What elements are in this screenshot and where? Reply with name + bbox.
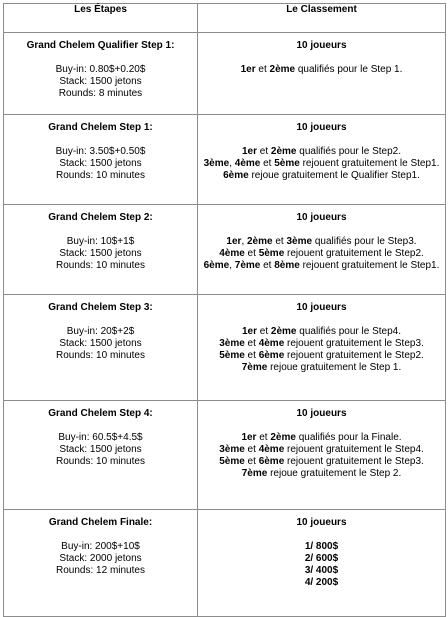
- ranking-line: [198, 577, 445, 589]
- spacer: [4, 224, 197, 236]
- player-count: 10 joueurs: [296, 302, 347, 313]
- stage-cell: [4, 401, 198, 510]
- stage-buyin: Buy-in: 10$+1$: [66, 236, 135, 247]
- stage-rounds: Rounds: 8 minutes: [58, 88, 143, 99]
- rank-position: 8ème: [274, 260, 300, 271]
- ranking-line: [198, 158, 445, 170]
- rank-position: 4ème: [258, 338, 285, 349]
- stage-details: [4, 115, 197, 182]
- header-row: [4, 4, 446, 33]
- rank-text: qualifiés pour la Finale.: [295, 432, 402, 443]
- spacer: [198, 420, 445, 432]
- ranking-line: [198, 170, 445, 182]
- stage-cell: [4, 115, 198, 205]
- table-row: [4, 401, 446, 510]
- rank-position: 3/ 400$: [304, 565, 339, 576]
- table-row: [4, 205, 446, 295]
- spacer: [4, 420, 197, 432]
- rank-position: 6ème: [223, 170, 249, 181]
- rank-position: 4ème: [219, 248, 245, 259]
- rank-position: 5ème: [219, 350, 245, 361]
- ranking-cell: [198, 205, 446, 295]
- ranking-line: [198, 350, 445, 362]
- rank-position: 3ème: [203, 158, 230, 169]
- rank-text: rejouent gratuitement le Step1.: [299, 158, 440, 169]
- stage-rounds: Rounds: 10 minutes: [56, 456, 145, 467]
- stage-cell: [4, 205, 198, 295]
- rank-position: 2ème: [270, 432, 296, 443]
- stage-title: Grand Chelem Step 2:: [48, 212, 153, 223]
- rank-text: qualifiés pour le Step2.: [296, 146, 401, 157]
- stage-details: [4, 401, 197, 468]
- rank-text: et: [256, 432, 271, 443]
- ranking-line: [198, 338, 445, 350]
- rank-text: et: [257, 326, 271, 337]
- stage-stack: Stack: 1500 jetons: [59, 158, 142, 169]
- rank-text: et: [255, 64, 270, 75]
- stage-rounds: Rounds: 10 minutes: [56, 350, 145, 361]
- stage-details: [4, 295, 197, 362]
- ranking-line: [198, 541, 445, 553]
- rank-position: 2ème: [270, 326, 297, 337]
- ranking-line: [198, 565, 445, 577]
- ranking-line: [198, 362, 445, 374]
- rank-position: 4ème: [258, 444, 285, 455]
- table-row: [4, 510, 446, 617]
- rank-text: qualifiés pour le Step 1.: [295, 64, 403, 75]
- table-row: [4, 295, 446, 401]
- player-count: 10 joueurs: [296, 408, 347, 419]
- stage-title: Grand Chelem Qualifier Step 1:: [26, 40, 175, 51]
- rank-text: qualifiés pour le Step4.: [296, 326, 401, 337]
- ranking-line: [198, 248, 445, 260]
- rank-text: ,: [241, 236, 247, 247]
- ranking-details: [198, 205, 445, 272]
- ranking-line: [198, 326, 445, 338]
- player-count: 10 joueurs: [296, 40, 347, 51]
- rank-position: 6ème: [203, 260, 230, 271]
- stage-stack: Stack: 1500 jetons: [59, 76, 142, 87]
- stage-buyin: Buy-in: 200$+10$: [61, 541, 140, 552]
- ranking-line: [198, 432, 445, 444]
- stage-cell: [4, 295, 198, 401]
- rank-text: ,: [229, 158, 235, 169]
- ranking-line: [198, 236, 445, 248]
- rank-position: 1/ 800$: [304, 541, 339, 552]
- stage-buyin: Buy-in: 60.5$+4.5$: [58, 432, 143, 443]
- stage-buyin: Buy-in: 3.50$+0.50$: [55, 146, 146, 157]
- rank-text: rejouent gratuitement le Step2.: [284, 248, 424, 259]
- spacer: [198, 52, 445, 64]
- rank-position: 3ème: [219, 444, 245, 455]
- rank-position: 7ème: [241, 362, 268, 373]
- rank-text: rejoue gratuitement le Step 2.: [267, 468, 402, 479]
- rank-position: 1er: [226, 236, 242, 247]
- rank-position: 4ème: [234, 158, 261, 169]
- stage-buyin: Buy-in: 0.80$+0.20$: [55, 64, 146, 75]
- table-body: [4, 33, 446, 617]
- ranking-details: [198, 295, 445, 374]
- spacer: [198, 224, 445, 236]
- spacer: [198, 314, 445, 326]
- rank-position: 1er: [241, 146, 257, 157]
- rank-text: rejoue gratuitement le Qualifier Step1.: [248, 170, 420, 181]
- stage-stack: Stack: 2000 jetons: [59, 553, 142, 564]
- stage-rounds: Rounds: 12 minutes: [56, 565, 145, 576]
- table-row: [4, 115, 446, 205]
- rank-text: et: [257, 146, 271, 157]
- ranking-line: [198, 553, 445, 565]
- player-count: 10 joueurs: [296, 122, 347, 133]
- rank-text: et: [244, 350, 259, 361]
- rank-text: et: [244, 248, 259, 259]
- stage-title: Grand Chelem Step 4:: [48, 408, 153, 419]
- stage-stack: Stack: 1500 jetons: [59, 248, 142, 259]
- rank-text: et: [244, 444, 259, 455]
- stage-cell: [4, 510, 198, 617]
- spacer: [4, 52, 197, 64]
- stage-rounds: Rounds: 10 minutes: [56, 170, 145, 181]
- rank-position: 2ème: [247, 236, 273, 247]
- header-ranking: Le Classement: [198, 4, 446, 33]
- stage-title: Grand Chelem Finale:: [48, 517, 153, 528]
- rank-position: 2ème: [269, 64, 296, 75]
- ranking-details: [198, 401, 445, 480]
- ranking-cell: [198, 295, 446, 401]
- stage-details: [4, 33, 197, 100]
- ranking-cell: [198, 115, 446, 205]
- ranking-cell: [198, 33, 446, 115]
- rank-text: rejouent gratuitement le Step2.: [284, 350, 424, 361]
- stage-title: Grand Chelem Step 3:: [48, 302, 153, 313]
- rank-position: 6ème: [258, 456, 285, 467]
- rank-position: 2/ 600$: [304, 553, 339, 564]
- spacer: [4, 314, 197, 326]
- rank-position: 1er: [241, 432, 257, 443]
- rank-position: 3ème: [286, 236, 313, 247]
- ranking-line: [198, 146, 445, 158]
- rank-position: 5ème: [258, 248, 285, 259]
- ranking-cell: [198, 510, 446, 617]
- ranking-details: [198, 115, 445, 182]
- rank-text: qualifiés pour le Step3.: [312, 236, 417, 247]
- rank-text: et: [244, 456, 259, 467]
- stage-details: [4, 205, 197, 272]
- stage-stack: Stack: 1500 jetons: [59, 338, 142, 349]
- rank-text: rejouent gratuitement le Step4.: [284, 444, 424, 455]
- rank-position: 4/ 200$: [304, 577, 339, 588]
- rank-text: rejouent gratuitement le Step1.: [299, 260, 440, 271]
- stages-table: [3, 3, 446, 617]
- rank-position: 7ème: [241, 468, 268, 479]
- ranking-details: [198, 33, 445, 76]
- stage-rounds: Rounds: 10 minutes: [56, 260, 145, 271]
- ranking-line: [198, 468, 445, 480]
- stage-cell: [4, 33, 198, 115]
- ranking-cell: [198, 401, 446, 510]
- ranking-line: [198, 260, 445, 272]
- ranking-line: [198, 456, 445, 468]
- spacer: [4, 529, 197, 541]
- rank-position: 5ème: [274, 158, 300, 169]
- rank-position: 1er: [241, 326, 257, 337]
- spacer: [198, 529, 445, 541]
- spacer: [198, 134, 445, 146]
- ranking-details: [198, 510, 445, 589]
- rank-text: rejouent gratuitement le Step3.: [284, 456, 424, 467]
- rank-text: et: [272, 236, 287, 247]
- header-stages: Les Étapes: [4, 4, 198, 33]
- player-count: 10 joueurs: [296, 212, 347, 223]
- ranking-line: [198, 64, 445, 76]
- stage-title: Grand Chelem Step 1:: [48, 122, 153, 133]
- ranking-line: [198, 444, 445, 456]
- rank-text: ,: [229, 260, 235, 271]
- table-row: [4, 33, 446, 115]
- rank-position: 5ème: [219, 456, 245, 467]
- rank-position: 7ème: [234, 260, 261, 271]
- rank-position: 2ème: [270, 146, 297, 157]
- stage-buyin: Buy-in: 20$+2$: [66, 326, 135, 337]
- stage-details: [4, 510, 197, 577]
- player-count: 10 joueurs: [296, 517, 347, 528]
- rank-position: 6ème: [258, 350, 285, 361]
- stage-stack: Stack: 1500 jetons: [59, 444, 142, 455]
- rank-text: et: [260, 260, 275, 271]
- rank-position: 3ème: [219, 338, 245, 349]
- rank-position: 1er: [240, 64, 256, 75]
- rank-text: et: [244, 338, 259, 349]
- rank-text: rejouent gratuitement le Step3.: [284, 338, 424, 349]
- rank-text: et: [260, 158, 275, 169]
- spacer: [4, 134, 197, 146]
- rank-text: rejoue gratuitement le Step 1.: [267, 362, 402, 373]
